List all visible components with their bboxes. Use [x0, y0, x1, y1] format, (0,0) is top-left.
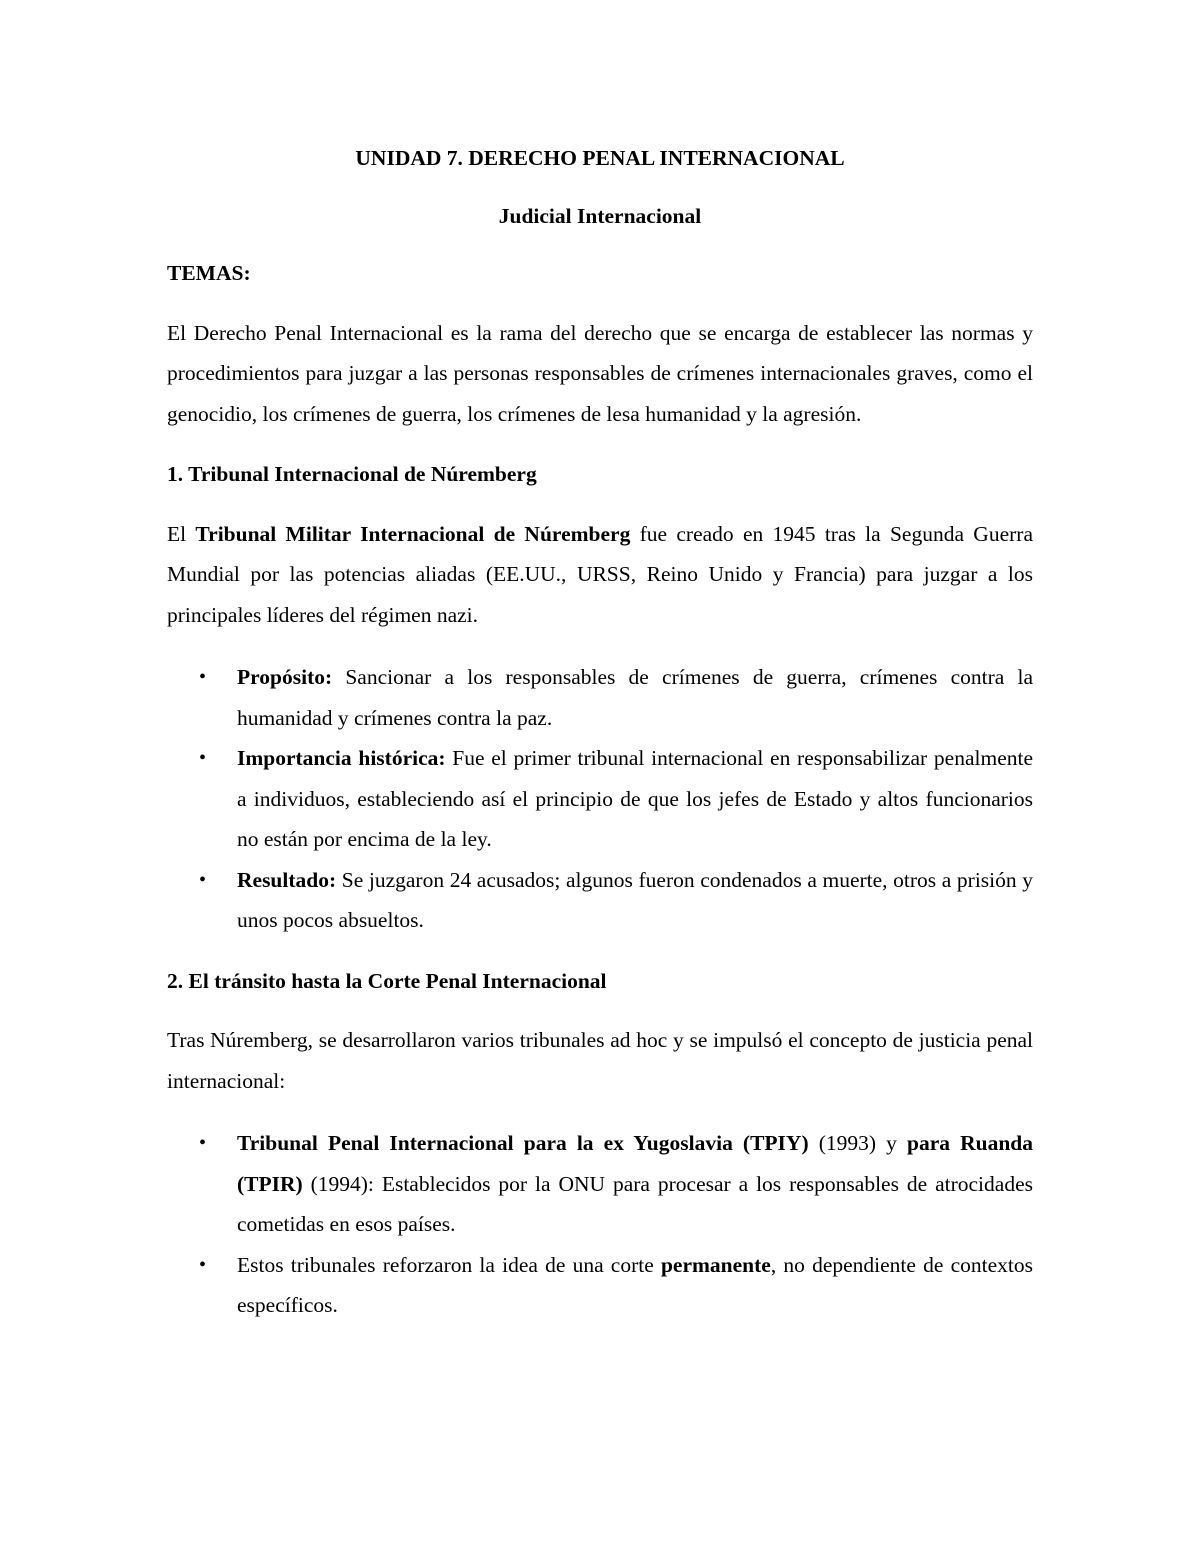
- bullet-label: Propósito:: [237, 665, 333, 689]
- bullet-icon: •: [199, 747, 207, 769]
- intro-paragraph: El Derecho Penal Internacional es la rama del derecho que se encarga de establecer las normas y procedimientos para juzgar a las personas responsables de crímenes internacionales graves, como el genocidio, los crímenes de guerra, los crímenes de lesa humanidad y la agresión.: [167, 320, 1033, 426]
- bullet-text-2: , no dependiente de contextos específicos.: [237, 1252, 1033, 1317]
- bullet-bold: permanente: [660, 1252, 771, 1277]
- bullet-bold-2: para Ruanda (TPIR): [237, 1131, 1033, 1196]
- section-1-bullet-list: [167, 657, 1033, 941]
- list-item: [167, 860, 1033, 941]
- bullet-text-2: (1994): Establecidos por la ONU para procesar a los responsables de atrocidades cometidas en esos países.: [237, 1171, 1033, 1236]
- bullet-icon: •: [199, 1253, 207, 1276]
- section-2-bullet-list: [167, 1123, 1033, 1326]
- bullet-text: Sancionar a los responsables de crímenes de guerra, crímenes contra la humanidad y crímenes contra la paz.: [237, 665, 1033, 730]
- bullet-text: Se juzgaron 24 acusados; algunos fueron condenados a muerte, otros a prisión y unos pocos absueltos.: [237, 867, 1033, 932]
- document-title: UNIDAD 7. DERECHO PENAL INTERNACIONAL: [355, 146, 845, 170]
- bullet-icon: •: [199, 666, 207, 688]
- bullet-label: Importancia histórica:: [237, 746, 446, 770]
- bullet-text: Fue el primer tribunal internacional en responsabilizar penalmente a individuos, estableciendo así el principio de que los jefes de Estado y altos funcionarios no están por encima de la ley.: [237, 746, 1033, 851]
- bullet-icon: •: [199, 868, 207, 891]
- document-content: [167, 138, 1033, 1326]
- section-1-para-bold: Tribunal Militar Internacional de Núremberg: [195, 521, 631, 546]
- bullet-text-1: Estos tribunales reforzaron la idea de una corte: [237, 1252, 661, 1277]
- section-2-paragraph: Tras Núremberg, se desarrollaron varios tribunales ad hoc y se impulsó el concepto de justicia penal internacional:: [167, 1028, 1033, 1093]
- bullet-bold-1: Tribunal Penal Internacional para la ex Yugoslavia (TPIY): [237, 1131, 809, 1155]
- bullet-text-1: (1993) y: [808, 1131, 907, 1155]
- bullet-label: Resultado:: [237, 867, 337, 892]
- list-item: [167, 1245, 1033, 1326]
- bullet-icon: •: [199, 1132, 207, 1154]
- document-subtitle: Judicial Internacional: [498, 203, 702, 228]
- section-2-heading: 2. El tránsito hasta la Corte Penal Internacional: [167, 968, 607, 993]
- section-1-para-rest: fue creado en 1945 tras la Segunda Guerra Mundial por las potencias aliadas (EE.UU., URSS, Reino Unido y Francia) para juzgar a los principales líderes del régimen nazi.: [167, 521, 1033, 627]
- temas-label: TEMAS:: [167, 261, 251, 285]
- list-item: [167, 738, 1033, 860]
- section-1-paragraph: [167, 514, 1033, 636]
- section-1-para-prefix: El: [167, 521, 196, 546]
- list-item: [167, 657, 1033, 738]
- section-1-heading: 1. Tribunal Internacional de Núremberg: [167, 462, 537, 486]
- list-item: [167, 1123, 1033, 1245]
